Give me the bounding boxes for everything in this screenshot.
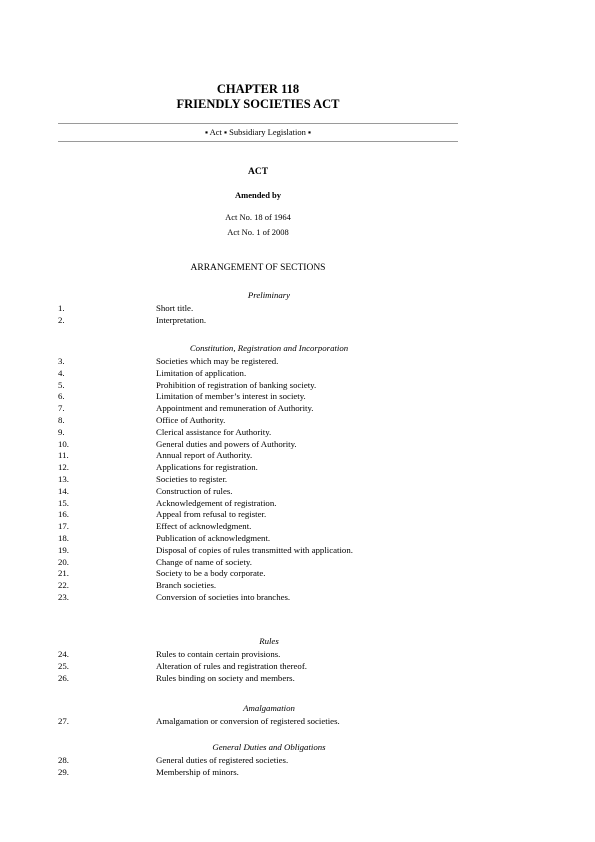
section-title[interactable]: Amalgamation or conversion of registered societies. xyxy=(156,716,340,726)
chapter-number: CHAPTER 118 xyxy=(216,82,300,96)
section-title[interactable]: Applications for registration. xyxy=(156,462,258,473)
section-group-heading: Constitution, Registration and Incorporation xyxy=(189,343,349,353)
section-entry[interactable] xyxy=(0,427,595,439)
section-number: 18. xyxy=(58,533,69,543)
section-entry[interactable] xyxy=(0,649,595,661)
section-entry[interactable] xyxy=(0,673,595,685)
section-title[interactable]: Short title. xyxy=(156,303,194,313)
section-entry[interactable] xyxy=(0,509,595,521)
section-number: 21. xyxy=(58,568,69,579)
section-title[interactable]: Disposal of copies of rules transmitted with application. xyxy=(156,544,353,555)
act-link[interactable]: Act xyxy=(209,127,222,137)
section-entry[interactable] xyxy=(0,661,595,673)
section-title[interactable]: Clerical assistance for Authority. xyxy=(156,426,272,437)
section-number: 1. xyxy=(58,303,65,313)
section-number: 16. xyxy=(58,509,69,520)
section-title[interactable]: Construction of rules. xyxy=(156,485,233,496)
nav-links xyxy=(0,127,516,137)
section-number: 15. xyxy=(58,497,69,508)
section-number: 29. xyxy=(58,766,69,777)
section-entry[interactable] xyxy=(0,474,595,486)
section-title[interactable]: Society to be a body corporate. xyxy=(156,568,266,579)
amendment-entry: Act No. 1 of 2008 xyxy=(227,227,289,237)
section-entry[interactable] xyxy=(0,498,595,510)
section-title[interactable]: General duties of registered societies. xyxy=(156,755,289,765)
section-entry[interactable] xyxy=(0,486,595,498)
section-number: 26. xyxy=(58,672,69,683)
nav-bullet: ▪ xyxy=(204,127,208,137)
section-group-heading: Rules xyxy=(259,636,279,646)
section-number: 23. xyxy=(58,592,69,602)
section-entry[interactable] xyxy=(0,568,595,580)
section-title[interactable]: Appointment and remuneration of Authority. xyxy=(156,403,314,414)
section-number: 13. xyxy=(58,474,69,484)
section-title[interactable]: Acknowledgement of registration. xyxy=(156,497,277,508)
subsidiary-legislation-link[interactable]: Subsidiary Legislation xyxy=(229,127,306,137)
bottom-divider xyxy=(58,141,458,142)
section-number: 24. xyxy=(58,649,69,659)
nav-bullet: ▪ xyxy=(308,127,312,137)
top-divider xyxy=(58,123,458,124)
section-title[interactable]: Effect of acknowledgment. xyxy=(156,521,252,532)
section-number: 2. xyxy=(58,314,65,325)
section-number: 20. xyxy=(58,556,69,567)
section-entry[interactable] xyxy=(0,580,595,592)
section-title[interactable]: Branch societies. xyxy=(156,580,217,591)
section-number: 4. xyxy=(58,367,65,378)
section-number: 5. xyxy=(58,379,65,390)
section-entry[interactable] xyxy=(0,767,595,779)
section-entry[interactable] xyxy=(0,533,595,545)
section-entry[interactable] xyxy=(0,415,595,427)
section-number: 9. xyxy=(58,426,65,437)
section-title[interactable]: Membership of minors. xyxy=(156,766,239,777)
arrangement-title: ARRANGEMENT OF SECTIONS xyxy=(190,263,326,273)
section-entry[interactable] xyxy=(0,303,595,315)
act-title: FRIENDLY SOCIETIES ACT xyxy=(176,97,340,111)
section-entry[interactable] xyxy=(0,755,595,767)
section-title[interactable]: Rules to contain certain provisions. xyxy=(156,649,281,659)
section-group-heading: Amalgamation xyxy=(243,703,295,713)
section-number: 3. xyxy=(58,356,65,366)
section-group-heading: General Duties and Obligations xyxy=(212,742,326,752)
section-entry[interactable] xyxy=(0,462,595,474)
section-entry[interactable] xyxy=(0,521,595,533)
nav-bullet: ▪ xyxy=(224,127,228,137)
section-number: 25. xyxy=(58,660,69,671)
section-entry[interactable] xyxy=(0,380,595,392)
section-number: 28. xyxy=(58,755,69,765)
section-number: 12. xyxy=(58,462,69,473)
section-entry[interactable] xyxy=(0,403,595,415)
section-entry[interactable] xyxy=(0,592,595,604)
section-number: 14. xyxy=(58,485,69,496)
section-number: 8. xyxy=(58,415,65,425)
section-title[interactable]: Office of Authority. xyxy=(156,415,226,425)
section-entry[interactable] xyxy=(0,450,595,462)
section-entry[interactable] xyxy=(0,557,595,569)
section-entry[interactable] xyxy=(0,716,595,728)
section-title[interactable]: Publication of acknowledgment. xyxy=(156,533,271,543)
section-title[interactable]: Prohibition of registration of banking society. xyxy=(156,379,317,390)
section-number: 19. xyxy=(58,544,69,555)
amended-by-heading: Amended by xyxy=(234,190,282,200)
section-title[interactable]: Alteration of rules and registration thereof. xyxy=(156,660,307,671)
amendment-entry: Act No. 18 of 1964 xyxy=(225,212,291,222)
section-title[interactable]: Limitation of application. xyxy=(156,367,247,378)
act-heading: ACT xyxy=(247,167,269,177)
section-group-heading: Preliminary xyxy=(247,290,291,300)
section-title[interactable]: General duties and powers of Authority. xyxy=(156,438,297,449)
section-title[interactable]: Societies which may be registered. xyxy=(156,356,279,366)
section-number: 6. xyxy=(58,391,65,402)
section-number: 27. xyxy=(58,716,69,726)
section-title[interactable]: Interpretation. xyxy=(156,314,207,325)
section-title[interactable]: Appeal from refusal to register. xyxy=(156,509,267,520)
section-entry[interactable] xyxy=(0,368,595,380)
section-entry[interactable] xyxy=(0,315,595,327)
section-number: 22. xyxy=(58,580,69,591)
section-entry[interactable] xyxy=(0,356,595,368)
section-number: 17. xyxy=(58,521,69,532)
section-title[interactable]: Conversion of societies into branches. xyxy=(156,592,291,602)
section-number: 7. xyxy=(58,403,65,414)
section-title[interactable]: Societies to register. xyxy=(156,474,228,484)
section-number: 11. xyxy=(58,450,69,461)
section-entry[interactable] xyxy=(0,545,595,557)
section-title[interactable]: Rules binding on society and members. xyxy=(156,672,295,683)
section-title[interactable]: Annual report of Authority. xyxy=(156,450,253,461)
section-title[interactable]: Limitation of member’s interest in society. xyxy=(156,391,306,402)
section-entry[interactable] xyxy=(0,391,595,403)
section-title[interactable]: Change of name of society. xyxy=(156,556,252,567)
section-number: 10. xyxy=(58,438,69,449)
section-entry[interactable] xyxy=(0,439,595,451)
